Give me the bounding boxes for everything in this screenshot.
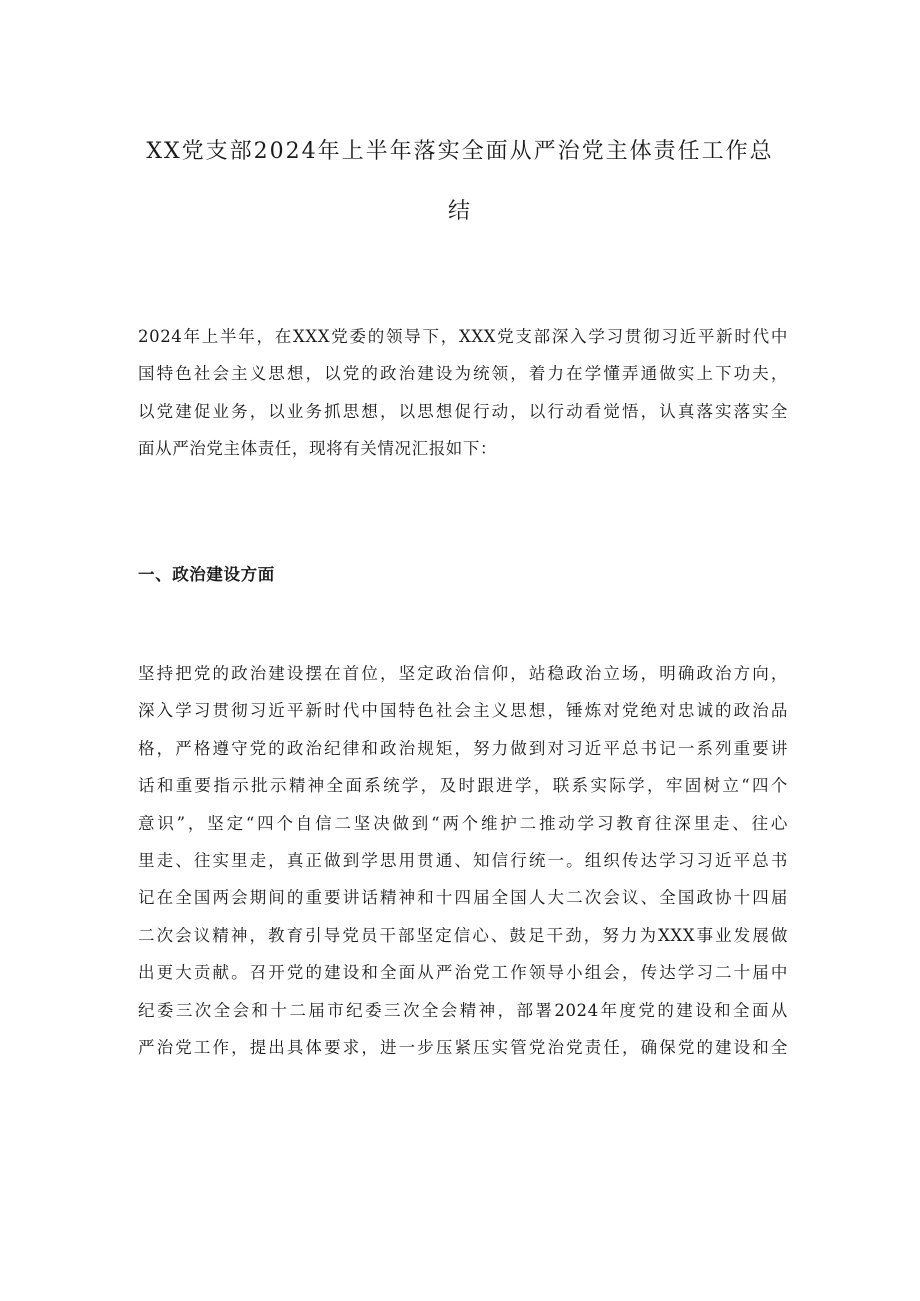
- body-line: 格，严格遵守党的政治纪律和政治规矩，努力做到对习近平总书记一系列重要讲: [138, 738, 788, 758]
- body-line: 话和重要指示批示精神全面系统学，及时跟进学，联系实际学，牢固树立“四个: [138, 776, 788, 796]
- body-line: 出更大贡献。召开党的建设和全面从严治党工作领导小组会，传达学习二十届中: [138, 963, 788, 983]
- document-title-line-1: XX党支部2024年上半年落实全面从严治党主体责任工作总: [146, 139, 774, 164]
- document-title-line-2: 结: [447, 199, 472, 224]
- intro-line: 面从严治党主体责任，现将有关情况汇报如下：: [138, 439, 498, 459]
- body-line: 深入学习贯彻习近平新时代中国特色社会主义思想，锤炼对党绝对忠诚的政治品: [138, 701, 788, 721]
- intro-line: 以党建促业务，以业务抓思想，以思想促行动，以行动看觉悟，认真落实落实全: [138, 401, 788, 421]
- section-1-paragraph: [138, 655, 788, 1066]
- body-line: 严治党工作，提出具体要求，进一步压紧压实管党治党责任，确保党的建设和全: [138, 1038, 788, 1058]
- body-line: 记在全国两会期间的重要讲话精神和十四届全国人大二次会议、全国政协十四届: [138, 888, 788, 908]
- intro-line: 国特色社会主义思想，以党的政治建设为统领，着力在学懂弄通做实上下功夫，: [138, 364, 788, 384]
- body-line: 纪委三次全会和十二届市纪委三次全会精神，部署2024年度党的建设和全面从: [138, 1000, 788, 1020]
- body-line: 里走、往实里走，真正做到学思用贯通、知信行统一。组织传达学习习近平总书: [138, 851, 788, 871]
- intro-paragraph: [138, 318, 788, 468]
- body-line: 坚持把党的政治建设摆在首位，坚定政治信仰，站稳政治立场，明确政治方向，: [138, 664, 788, 683]
- body-line: 二次会议精神，教育引导党员干部坚定信心、鼓足干劲，努力为XXX事业发展做: [138, 925, 788, 945]
- section-heading-political-construction: 一、政治建设方面: [138, 565, 275, 584]
- intro-line: 2024年上半年，在XXX党委的领导下，XXX党支部深入学习贯彻习近平新时代中: [138, 327, 788, 346]
- body-line: 意识”，坚定“四个自信二坚决做到“两个维护二推动学习教育往深里走、往心: [138, 813, 788, 833]
